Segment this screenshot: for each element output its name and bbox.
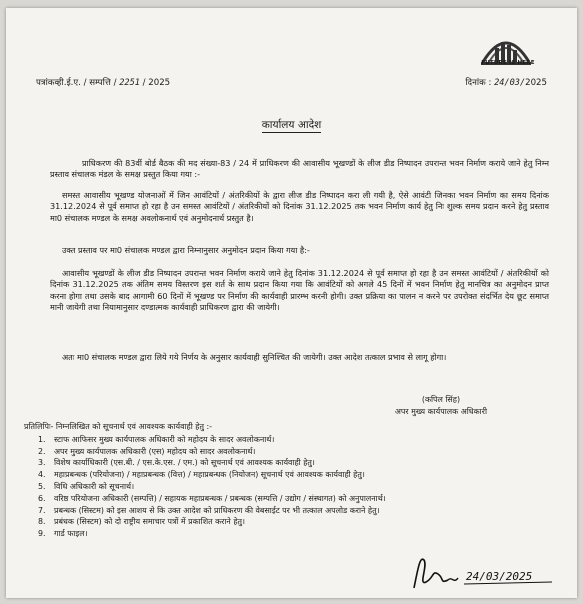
paragraph-proposal: समस्त आवासीय भूखण्ड योजनाओं में जिन आवंटियों / अंतरिकीयों के द्वारा लीज डीड निष्पादन करा ली गयी है, ऐसे आवंटी जिनका भवन निर्माण का समय दिनांक 31.12.2024 से पूर्व समाप्त हो रहा है उन समस्त आवंटियों / अंतरिकीयों को दिनांक 31.12.2025 तक भवन निर्माण कार्य हेतु निः शुल्क समय प्रदान करने हेतु प्रस्ताव मा0 संचालक मण्डल के समक्ष अवलोकनार्थ एवं अनुमोदनार्थ प्रस्तुत है। [50,190,549,223]
document-page [6,8,577,598]
date-value: 24/03/ [494,78,526,88]
copy-to-list [24,434,549,540]
list-item: 9. गार्ड फाइल। [48,528,549,540]
logo-caption: FUTURE IS HERE [481,60,535,66]
list-item: 6. वरिष्ठ परियोजना अधिकारी (सम्पत्ति) / सहायक महाप्रबन्धक / प्रबन्धक (सम्पत्ति / उद्योग / संस्थागत) को अनुपालनार्थ। [48,493,549,505]
date-label: दिनांक : [465,78,492,88]
reference-number [36,76,170,88]
list-item: 5. विधि अधिकारी को सूचनार्थ। [48,481,549,493]
signatory-designation: अपर मुख्य कार्यपालक अधिकारी [394,407,487,416]
paragraph-intro: प्राधिकरण की 83वीं बोर्ड बैठक की मद संख्या-83 / 24 में प्राधिकरण की आवासीय भूखण्डों के लीज डीड निष्पादन उपरान्त भवन निर्माण कराये जाने हेतु निम्न प्रस्ताव संचालक मंडल के समक्ष प्रस्तुत किया गया :- [50,158,549,180]
ref-prefix: पत्रांकव्ही.ई.ए. / सम्पत्ति / [36,78,120,88]
copy-to-intro: प्रतिलिपिः- निम्नलिखित को सूचनार्थ एवं आवश्यक कार्यवाही हेतु :- [24,422,212,431]
paragraph-approval: आवासीय भूखण्डों के लीज डीड निष्पादन उपरान्त भवन निर्माण कराये जाने हेतु दिनांक 31.12.2024 से पूर्व समाप्त हो रहा है उन समस्त आवंटियों / अंतरिकीयों को दिनांक 31.12.2025 तक अंतिम समय विस्तरण इस शर्त के साथ प्रदान किया गया कि आवंटियों को अगले 45 दिनों में भवन निर्माण हेतु मानचित्र का अनुमोदन प्राप्त करना होगा तथा उसके बाद आगामी 60 दिनों में भूखण्ड पर निर्माण की कार्यवाही प्रारम्भ करनी होगी। उक्त प्रक्रिया का पालन न करने पर उपरोक्त संदर्भित देय छूट समाप्त मानी जायेगी तथा नियामानुसार दण्डात्मक कार्यवाही प्राधिकरण द्वारा की जायेगी। [50,268,549,312]
paragraph-approval-intro: उक्त प्रस्ताव पर मा0 संचालक मण्डल द्वारा निम्नानुसार अनुमोदन प्रदान किया गया है:- [62,245,310,255]
ref-suffix: / 2025 [139,78,171,88]
paragraph-conclusion: अतः मा0 संचालक मण्डल द्वारा लिये गये निर्णय के अनुसार कार्यवाही सुनिश्चित की जायेगी। उक्त आदेश तत्काल प्रभाव से लागू होगा। [62,352,447,362]
list-item: 7. प्रबन्धक (सिस्टम) को इस आशय से कि उक्त आदेश को प्राधिकरण की वेबसाईट पर भी तत्काल अपलोड कराने हेतु। [48,505,549,517]
page-title: कार्यालय आदेश [261,119,322,131]
header-row [36,72,547,92]
list-item: 2. अपर मुख्य कार्यपालक अधिकारी (एस) महोदय को सादर अवलोकनार्थ। [48,446,549,458]
list-item: 8. प्रबंधक (सिस्टम) को दो राष्ट्रीय समाचार पत्रों में प्रकाशित कराने हेतु। [48,516,549,528]
ref-number: 2251 [119,78,140,88]
handwritten-signature [404,548,554,598]
list-item: 4. महाप्रबन्धक (परियोजना) / महाप्रबन्धक (वित्त) / महाप्रबन्धक (नियोजन) सूचनार्थ एवं आवश्यक कार्यवाही हेतु। [48,469,549,481]
order-date [465,76,547,88]
list-item: 1. स्टाफ आफिसर मुख्य कार्यपालक अधिकारी को महोदय के सादर अवलोकनार्थ। [48,434,549,446]
signature-date: 24/03/2025 [466,570,533,583]
signatory-block [395,394,487,418]
copy-to-section [24,421,549,540]
date-year: 2025 [525,78,547,88]
list-item: 3. विशेष कार्याधिकारी (एस.बी. / एस.के.एस. / एम.) को सूचनार्थ एवं आवश्यक कार्यवाही हेतु। [48,457,549,469]
signatory-name: (कपिल सिंह) [421,395,461,404]
